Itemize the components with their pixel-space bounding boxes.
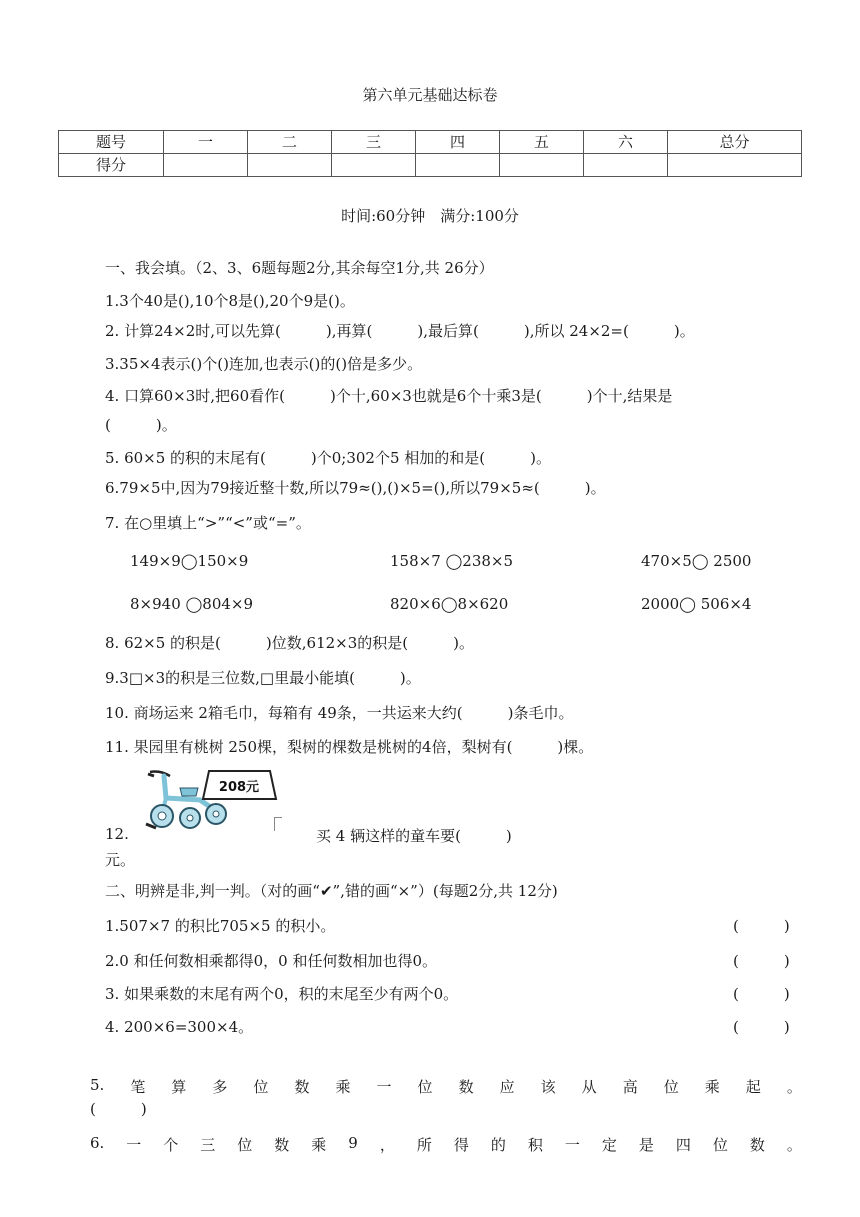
- text-char: 位: [417, 1078, 433, 1096]
- question-9: 9.3□×3的积是三位数,□里最小能填( )。: [105, 669, 421, 687]
- question-12-unit: 元。: [105, 851, 136, 869]
- judge-item-1: 1.507×7 的积比705×5 的积小。: [105, 917, 336, 935]
- text-char: 得: [453, 1136, 469, 1154]
- text-char: 9: [348, 1134, 358, 1152]
- score-table-header-row: [59, 131, 802, 154]
- text-char: 高: [622, 1078, 638, 1096]
- judge-item-6-row: [90, 1134, 802, 1155]
- text-char: 。: [786, 1078, 802, 1096]
- text-char: 位: [237, 1136, 253, 1154]
- section1-heading: 一、我会填。（2、3、6题每题2分,其余每空1分,共 26分）: [105, 259, 494, 277]
- text-char: 三: [200, 1136, 216, 1154]
- text-char: 。: [786, 1136, 802, 1154]
- question-11: 11. 果园里有桃树 250棵，梨树的棵数是桃树的4倍，梨树有( )棵。: [105, 738, 594, 756]
- table-cell: 五: [500, 131, 584, 154]
- score-cell[interactable]: [584, 154, 668, 177]
- text-char: 数: [294, 1078, 310, 1096]
- score-table: [58, 130, 802, 177]
- text-char: 四: [675, 1136, 691, 1154]
- score-cell[interactable]: [500, 154, 584, 177]
- compare-item: 2000◯ 506×4: [641, 595, 752, 613]
- question-4-cont: ( )。: [105, 416, 177, 434]
- text-char: 从: [581, 1078, 597, 1096]
- score-table-score-row: [59, 154, 802, 177]
- question-6: 6.79×5中,因为79接近整十数,所以79≈(),()×5=(),所以79×5≈( )。: [105, 479, 606, 497]
- score-cell[interactable]: [668, 154, 802, 177]
- table-cell: 六: [584, 131, 668, 154]
- judge-item-6: [90, 1134, 802, 1155]
- text-char: 该: [540, 1078, 556, 1096]
- section2-heading: 二、明辨是非,判一判。（对的画“✔”,错的画“×”）(每题2分,共 12分): [105, 882, 558, 900]
- price-tag-label: 208元: [218, 780, 260, 795]
- question-1: 1.3个40是(),10个8是(),20个9是()。: [105, 292, 355, 310]
- table-cell: 得分: [59, 154, 164, 177]
- text-char: 笔: [130, 1078, 146, 1096]
- question-10: 10. 商场运来 2箱毛巾，每箱有 49条，一共运来大约( )条毛巾。: [105, 704, 574, 722]
- text-char: 定: [601, 1136, 617, 1154]
- table-cell: 总分: [668, 131, 802, 154]
- question-5: 5. 60×5 的积的末尾有( )个0;302个5 相加的和是( )。: [105, 449, 551, 467]
- score-cell[interactable]: [416, 154, 500, 177]
- text-char: 一: [126, 1136, 142, 1154]
- table-cell: 一: [164, 131, 248, 154]
- text-char: 位: [253, 1078, 269, 1096]
- question-12: 买 4 辆这样的童车要( ): [316, 827, 512, 845]
- score-cell[interactable]: [164, 154, 248, 177]
- text-char: 个: [163, 1136, 179, 1154]
- text-char: 一: [376, 1078, 392, 1096]
- text-char: 数: [274, 1136, 290, 1154]
- text-char: 乘: [311, 1136, 327, 1154]
- text-char: 位: [712, 1136, 728, 1154]
- text-char: 的: [490, 1136, 506, 1154]
- text-char: 应: [499, 1078, 515, 1096]
- question-12-number: 12.: [105, 825, 129, 843]
- compare-item: 470×5◯ 2500: [641, 552, 752, 570]
- table-cell: 题号: [59, 131, 164, 154]
- judge-item-4: 4. 200×6=300×4。: [105, 1018, 254, 1036]
- answer-paren[interactable]: ( ): [733, 917, 790, 935]
- answer-paren[interactable]: ( ): [733, 952, 790, 970]
- text-char: 乘: [335, 1078, 351, 1096]
- text-char: 数: [749, 1136, 765, 1154]
- answer-paren[interactable]: ( ): [733, 1018, 790, 1036]
- text-char: 算: [171, 1078, 187, 1096]
- compare-item: 820×6◯8×620: [390, 595, 509, 613]
- text-char: 起: [745, 1078, 761, 1096]
- text-char: 乘: [704, 1078, 720, 1096]
- question-7: 7. 在○里填上“>”“<”或“=”。: [105, 514, 311, 532]
- exam-meta: 时间:60分钟 满分:100分: [341, 207, 519, 225]
- judge-item-2: 2.0 和任何数相乘都得0，0 和任何数相加也得0。: [105, 952, 438, 970]
- table-cell: 二: [248, 131, 332, 154]
- table-cell: 三: [332, 131, 416, 154]
- compare-item: 158×7 ◯238×5: [390, 552, 514, 570]
- question-4: 4. 口算60×3时,把60看作( )个十,60×3也就是6个十乘3是( )个十,结果是: [105, 387, 673, 405]
- text-char: 所: [416, 1136, 432, 1154]
- question-3: 3.35×4表示()个()连加,也表示()的()倍是多少。: [105, 355, 423, 373]
- judge-item-3: 3. 如果乘数的末尾有两个0，积的末尾至少有两个0。: [105, 985, 459, 1003]
- question-8: 8. 62×5 的积是( )位数,612×3的积是( )。: [105, 634, 474, 652]
- question-2: 2. 计算24×2时,可以先算( ),再算( ),最后算( ),所以 24×2=( )。: [105, 322, 695, 340]
- text-char: 数: [458, 1078, 474, 1096]
- page-title: 第六单元基础达标卷: [362, 86, 498, 104]
- text-char: 是: [638, 1136, 654, 1154]
- judge-item-5: [90, 1076, 802, 1097]
- score-cell[interactable]: [248, 154, 332, 177]
- text-char: 5.: [90, 1076, 105, 1094]
- compare-item: 149×9◯150×9: [130, 552, 249, 570]
- table-cell: 四: [416, 131, 500, 154]
- compare-item: 8×940 ◯804×9: [130, 595, 254, 613]
- text-char: 积: [527, 1136, 543, 1154]
- text-char: 位: [663, 1078, 679, 1096]
- text-char: ，: [379, 1136, 395, 1154]
- text-char: 多: [212, 1078, 228, 1096]
- answer-paren[interactable]: ( ): [733, 985, 790, 1003]
- answer-paren[interactable]: ( ): [90, 1100, 147, 1118]
- score-cell[interactable]: [332, 154, 416, 177]
- price-tag: [200, 768, 278, 802]
- text-char: 一: [564, 1136, 580, 1154]
- text-char: 6.: [90, 1134, 105, 1152]
- judge-item-5-row: [90, 1076, 802, 1097]
- bracket-mark: [274, 817, 282, 831]
